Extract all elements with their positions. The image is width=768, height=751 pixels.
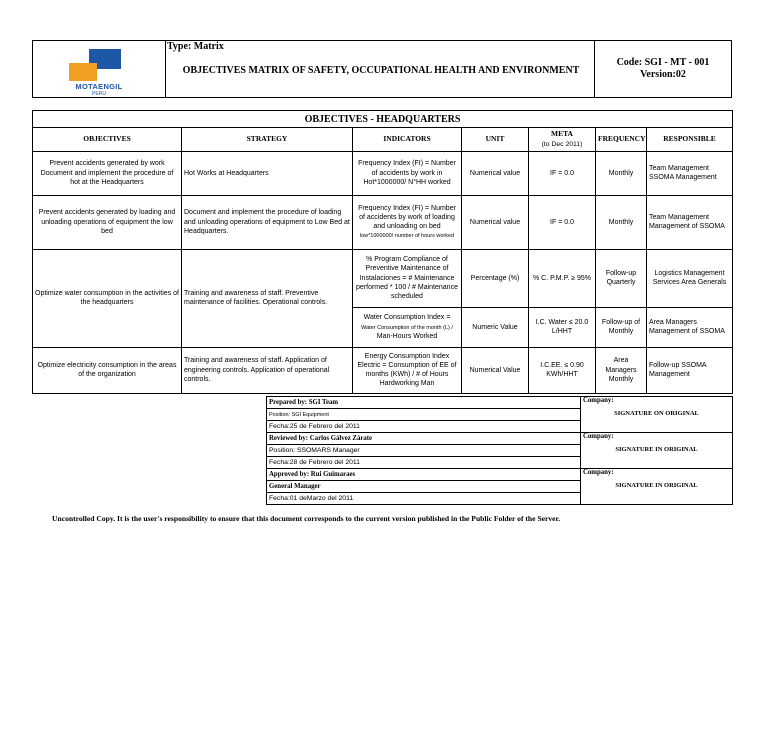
type-label: Type: Matrix	[167, 41, 224, 52]
responsible-cell: Logistics Management Services Area Generals	[647, 249, 733, 307]
reviewed-position: Position: SSOMARS Manager	[267, 445, 581, 457]
indicator-cell: % Program Compliance of Preventive Maintenance of Instalaciones = # Maintenance performed * 100 / # Maintenance scheduled	[353, 249, 462, 307]
prepared-position: Position: SGI Equipment	[267, 409, 581, 421]
company-cell: Company: SIGNATURE IN ORIGINAL	[581, 469, 733, 505]
approved-position: General Manager	[267, 481, 581, 493]
responsible-cell: Follow-up SSOMA Management	[647, 347, 733, 393]
objective-cell: Optimize water consumption in the activities of the headquarters	[33, 249, 182, 347]
column-header-frequency: FREQUENCY	[596, 128, 647, 152]
indicator-cell: Frequency Index (FI) = Number of accidents by work in Hot*1000000/ N°HH worked	[353, 151, 462, 195]
strategy-cell: Hot Works at Headquarters	[182, 151, 353, 195]
meta-cell: % C. P.M.P. ≥ 95%	[529, 249, 596, 307]
column-header-responsible: RESPONSIBLE	[647, 128, 733, 152]
signature-note: SIGNATURE ON ORIGINAL	[614, 410, 699, 417]
column-header-unit: UNIT	[462, 128, 529, 152]
unit-cell: Percentage (%)	[462, 249, 529, 307]
table-row	[33, 151, 733, 195]
document-title: OBJECTIVES MATRIX OF SAFETY, OCCUPATIONAL HEALTH AND ENVIRONMENT	[182, 65, 580, 76]
approval-row-reviewed	[267, 433, 733, 445]
approval-table	[266, 396, 733, 505]
meta-cell: I.C.EE. ≤ 0.90 KWh/HHT	[529, 347, 596, 393]
unit-cell: Numeric Value	[462, 307, 529, 347]
frequency-cell: Monthly	[596, 195, 647, 249]
approved-by: Approved by: Rui Guimaraes	[267, 469, 581, 481]
frequency-cell: Follow-up of Monthly	[596, 307, 647, 347]
prepared-date: Fecha:25 de Febrero del 2011	[267, 421, 581, 433]
unit-cell: Numerical value	[462, 151, 529, 195]
frequency-cell: Follow-up Quarterly	[596, 249, 647, 307]
objectives-table	[32, 110, 733, 394]
indicator-cell: Water Consumption Index = Water Consumption of the month (L) / Man-Hours Worked	[353, 307, 462, 347]
code-cell	[594, 41, 731, 97]
company-cell: Company: SIGNATURE ON ORIGINAL	[581, 397, 733, 433]
unit-cell: Numerical value	[462, 195, 529, 249]
table-row	[33, 195, 733, 249]
signature-note: SIGNATURE IN ORIGINAL	[615, 482, 698, 489]
responsible-cell: Team Management Management of SSOMA	[647, 195, 733, 249]
strategy-cell: Training and awareness of staff. Application of engineering controls. Application of operational controls.	[182, 347, 353, 393]
indicator-cell: Energy Consumption Index Electric = Consumption of EE of months (KWh) / # of Hours Hardworking Man	[353, 347, 462, 393]
document-code: Code: SGI - MT - 001	[616, 57, 710, 68]
document-header	[32, 40, 732, 98]
reviewed-by: Reviewed by: Carlos Gálvez Zárate	[267, 433, 581, 445]
column-header-objectives: OBJECTIVES	[33, 128, 182, 152]
company-cell: Company: SIGNATURE IN ORIGINAL	[581, 433, 733, 469]
column-header-strategy: STRATEGY	[182, 128, 353, 152]
approved-date: Fecha:01 deMarzo del 2011	[267, 493, 581, 505]
frequency-cell: Area Managers Monthly	[596, 347, 647, 393]
objective-cell: Prevent accidents generated by loading and unloading operations of equipment the low bed	[33, 195, 182, 249]
signature-note: SIGNATURE IN ORIGINAL	[615, 446, 698, 453]
strategy-cell: Document and implement the procedure of loading and unloading operations of equipment to Low Bed at Headquarters.	[182, 195, 353, 249]
responsible-cell: Area Managers Management of SSOMA	[647, 307, 733, 347]
logo	[33, 41, 166, 97]
approval-row-approved	[267, 469, 733, 481]
meta-cell: I.C. Water ≤ 20.0 L/HHT	[529, 307, 596, 347]
meta-cell: IF = 0.0	[529, 195, 596, 249]
table-row	[33, 347, 733, 393]
reviewed-date: Fecha:28 de Febrero del 2011	[267, 457, 581, 469]
strategy-cell: Training and awareness of staff. Preventive maintenance of facilities. Operational controls.	[182, 249, 353, 347]
objective-cell: Optimize electricity consumption in the areas of the organization	[33, 347, 182, 393]
section-title: OBJECTIVES - HEADQUARTERS	[33, 111, 733, 128]
company-logo-mark	[69, 49, 121, 81]
prepared-by: Prepared by: SGI Team	[267, 397, 581, 409]
unit-cell: Numerical Value	[462, 347, 529, 393]
meta-cell: IF = 0.0	[529, 151, 596, 195]
objective-cell: Prevent accidents generated by work Document and implement the procedure of hot at the Headquarters	[33, 151, 182, 195]
column-header-meta: META (to Dec 2011)	[529, 128, 596, 152]
table-row	[33, 249, 733, 307]
approval-row-prepared	[267, 397, 733, 409]
column-header-indicators: INDICATORS	[353, 128, 462, 152]
document-version: Version:02	[640, 69, 686, 80]
responsible-cell: Team Management SSOMA Management	[647, 151, 733, 195]
uncontrolled-copy-note: Uncontrolled Copy. It is the user's responsibility to ensure that this document corresponds to the current version published in the Public Folder of the Server.	[52, 514, 561, 523]
frequency-cell: Monthly	[596, 151, 647, 195]
logo-text: MOTAENGIL	[75, 82, 123, 91]
logo-subtext: PERU	[92, 91, 106, 97]
indicator-cell: Frequency Index (FI) = Number of accidents by work of loading and unloading on bed low*1000000/ number of hours worked	[353, 195, 462, 249]
